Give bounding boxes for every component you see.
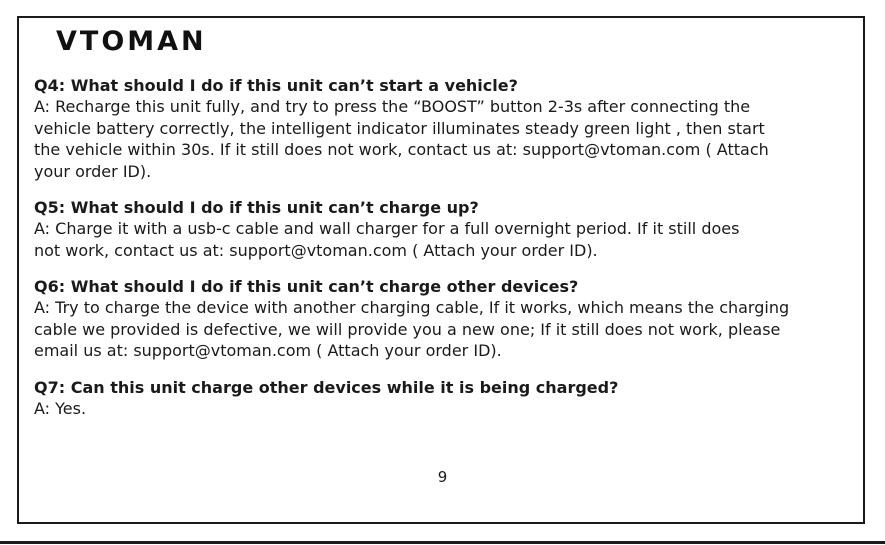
answer-line: cable we provided is defective, we will provide you a new one; If it still does not work, please bbox=[34, 319, 781, 339]
faq-item-q7 bbox=[34, 378, 834, 420]
brand-logo: VTOMAN bbox=[56, 26, 207, 57]
answer-line: the vehicle within 30s. If it still does not work, contact us at: support@vtoman.com ( Attach bbox=[34, 140, 769, 159]
faq-answer bbox=[34, 398, 834, 420]
answer-line: A: Yes. bbox=[34, 398, 87, 418]
faq-question: Q6: What should I do if this unit can’t charge other devices? bbox=[34, 277, 579, 296]
answer-line: A: Recharge this unit fully, and try to press the “BOOST” button 2-3s after connecting the bbox=[34, 97, 751, 116]
answer-line: email us at: support@vtoman.com ( Attach your order ID). bbox=[34, 341, 502, 360]
answer-line: not work, contact us at: support@vtoman.com ( Attach your order ID). bbox=[34, 240, 598, 260]
answer-line: your order ID). bbox=[34, 161, 152, 181]
faq-section bbox=[34, 76, 834, 435]
answer-line: A: Try to charge the device with another charging cable, If it works, which means the charging bbox=[34, 298, 790, 317]
faq-answer bbox=[34, 96, 834, 182]
answer-line: vehicle battery correctly, the intelligent indicator illuminates steady green light , then start bbox=[34, 118, 765, 138]
page-number: 9 bbox=[437, 468, 448, 486]
header bbox=[19, 18, 863, 66]
bottom-divider bbox=[0, 541, 885, 544]
faq-answer bbox=[34, 218, 834, 261]
faq-question: Q5: What should I do if this unit can’t charge up? bbox=[34, 198, 479, 217]
faq-item-q6 bbox=[34, 277, 834, 362]
faq-question: Q4: What should I do if this unit can’t start a vehicle? bbox=[34, 76, 518, 95]
faq-item-q4 bbox=[34, 76, 834, 182]
faq-question: Q7: Can this unit charge other devices while it is being charged? bbox=[34, 377, 619, 397]
answer-line: A: Charge it with a usb-c cable and wall charger for a full overnight period. If it still does bbox=[34, 219, 740, 238]
faq-item-q5 bbox=[34, 198, 834, 261]
faq-answer bbox=[34, 297, 834, 362]
